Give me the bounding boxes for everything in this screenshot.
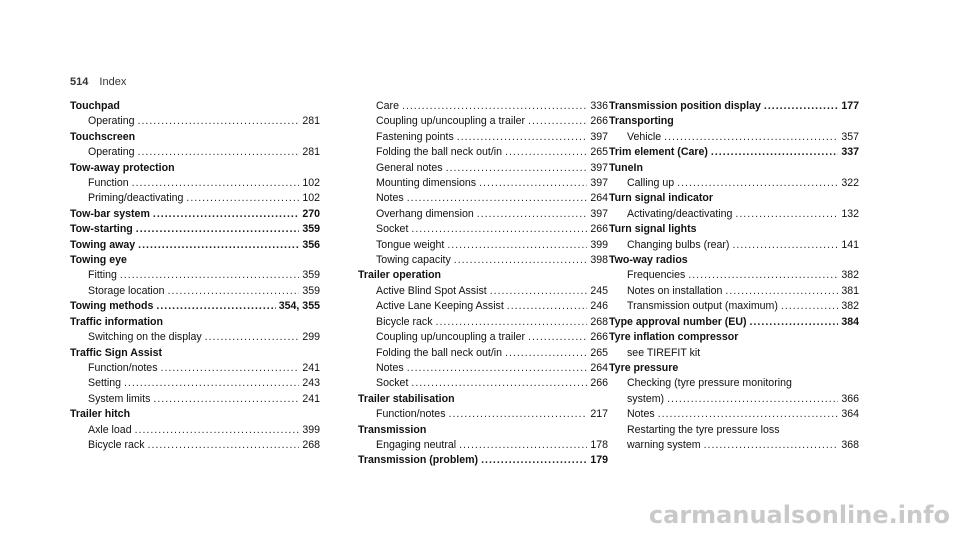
entry-text: Tyre inflation compressor: [609, 331, 739, 344]
index-subentry: [358, 114, 608, 129]
index-subentry: [609, 423, 859, 438]
entry-text: Transporting: [609, 115, 674, 128]
dot-leader: [153, 392, 299, 407]
page-reference: 179: [590, 454, 608, 467]
page-reference: 397: [590, 177, 608, 190]
page-reference: 336: [590, 100, 608, 112]
entry-text: Towing methods: [70, 300, 154, 313]
index-subentry: [70, 392, 320, 407]
entry-text: Axle load: [88, 423, 132, 436]
page-title: Index: [99, 76, 127, 88]
entry-text: Care: [376, 100, 399, 112]
dot-leader: [138, 145, 300, 160]
index-heading: [609, 114, 859, 129]
entry-text: Notes: [376, 192, 404, 205]
page-reference: 381: [841, 284, 859, 297]
index-heading: [609, 99, 859, 114]
entry-text: Trailer hitch: [70, 408, 131, 421]
dot-leader: [156, 299, 275, 314]
dot-leader: [124, 376, 299, 391]
index-subentry: [609, 299, 859, 314]
index-heading: [609, 315, 859, 330]
index-subentry: [358, 376, 608, 391]
entry-text: Turn signal indicator: [609, 192, 713, 205]
index-heading: [70, 407, 320, 422]
page-reference: 266: [590, 331, 608, 344]
dot-leader: [667, 392, 838, 407]
entry-text: Notes: [627, 408, 655, 421]
entry-text: Type approval number (EU): [609, 315, 747, 328]
entry-text: warning system: [627, 438, 701, 451]
entry-text: Engaging neutral: [376, 438, 457, 451]
index-subentry: [358, 346, 608, 361]
index-heading: [70, 222, 320, 237]
page-reference: 266: [590, 377, 608, 390]
dot-leader: [449, 407, 588, 422]
entry-text: Two-way radios: [609, 254, 688, 267]
index-subentry: [358, 176, 608, 191]
index-subentry: [70, 376, 320, 391]
page-reference: 368: [841, 438, 859, 451]
dot-leader: [153, 207, 299, 222]
entry-text: Storage location: [88, 284, 165, 297]
entry-text: Transmission position display: [609, 100, 761, 112]
index-subentry: [609, 176, 859, 191]
index-heading: [358, 268, 608, 283]
dot-leader: [658, 407, 839, 422]
page-reference: 177: [841, 100, 859, 112]
index-subentry: [358, 145, 608, 160]
entry-text: Function/notes: [376, 408, 446, 421]
dot-leader: [205, 330, 300, 345]
index-subentry: [358, 222, 608, 237]
index-subentry: [358, 284, 608, 299]
index-heading: [609, 145, 859, 160]
index-subentry: [70, 114, 320, 129]
index-subentry: [70, 438, 320, 453]
index-heading: [609, 253, 859, 268]
index-heading: [609, 330, 859, 345]
dot-leader: [528, 114, 587, 129]
entry-text: General notes: [376, 161, 443, 174]
dot-leader: [120, 268, 299, 283]
entry-text: Tow-starting: [70, 223, 133, 236]
index-subentry: [358, 207, 608, 222]
entry-text: TuneIn: [609, 161, 643, 174]
dot-leader: [138, 114, 300, 129]
index-subentry: [70, 361, 320, 376]
page-reference: 399: [302, 423, 320, 436]
dot-leader: [436, 315, 588, 330]
index-subentry: [609, 207, 859, 222]
dot-leader: [677, 176, 838, 191]
entry-text: Transmission (problem): [358, 454, 479, 467]
index-subentry: [358, 361, 608, 376]
entry-text: Vehicle: [627, 130, 662, 143]
dot-leader: [732, 238, 838, 253]
dot-leader: [411, 376, 587, 391]
entry-text: Tongue weight: [376, 238, 445, 251]
page-reference: 264: [590, 361, 608, 374]
entry-text: Active Lane Keeping Assist: [376, 300, 504, 313]
page-reference: 265: [590, 346, 608, 359]
page-reference: 178: [590, 438, 608, 451]
index-subentry: [70, 330, 320, 345]
dot-leader: [764, 99, 838, 114]
entry-text: Switching on the display: [88, 331, 202, 344]
index-heading: [358, 392, 608, 407]
dot-leader: [161, 361, 300, 376]
dot-leader: [781, 299, 838, 314]
page-reference: 243: [302, 377, 320, 390]
dot-leader: [135, 423, 300, 438]
index-heading: [358, 453, 608, 468]
entry-text: Mounting dimensions: [376, 177, 477, 190]
index-heading: [609, 161, 859, 176]
entry-text: Fastening points: [376, 130, 454, 143]
index-subentry: [358, 191, 608, 206]
dot-leader: [407, 191, 588, 206]
dot-leader: [704, 438, 839, 453]
index-heading: [70, 161, 320, 176]
page-reference: 102: [302, 177, 320, 190]
dot-leader: [750, 315, 839, 330]
entry-text: Fitting: [88, 269, 117, 282]
entry-text: Notes: [376, 361, 404, 374]
page-reference: 266: [590, 115, 608, 128]
dot-leader: [528, 330, 587, 345]
dot-leader: [411, 222, 587, 237]
page-reference: 384: [841, 315, 859, 328]
page-reference: 268: [302, 438, 320, 451]
dot-leader: [446, 161, 588, 176]
index-heading: [70, 99, 320, 114]
dot-leader: [477, 207, 588, 222]
page-number: 514: [70, 76, 89, 88]
index-heading: [70, 253, 320, 268]
entry-text: Bicycle rack: [88, 438, 145, 451]
page-reference: 322: [841, 177, 859, 190]
entry-text: Calling up: [627, 177, 675, 190]
entry-text: Changing bulbs (rear): [627, 238, 730, 251]
dot-leader: [479, 176, 587, 191]
entry-text: Folding the ball neck out/in: [376, 346, 503, 359]
dot-leader: [138, 238, 299, 253]
index-heading: [70, 346, 320, 361]
page-reference: 266: [590, 223, 608, 236]
index-subentry: [609, 438, 859, 453]
index-heading: [358, 423, 608, 438]
dot-leader: [132, 176, 300, 191]
entry-text: Turn signal lights: [609, 223, 697, 236]
index-heading: [70, 130, 320, 145]
entry-text: Towing capacity: [376, 254, 451, 267]
entry-text: Trailer operation: [358, 269, 442, 282]
page-reference: 281: [302, 146, 320, 159]
dot-leader: [711, 145, 838, 160]
dot-leader: [490, 284, 588, 299]
index-subentry: [358, 407, 608, 422]
entry-text: Traffic information: [70, 315, 163, 328]
entry-text: Notes on installation: [627, 284, 723, 297]
index-subentry: [70, 284, 320, 299]
index-heading: [609, 191, 859, 206]
page-reference: 364: [841, 408, 859, 421]
entry-text: Priming/deactivating: [88, 192, 184, 205]
dot-leader: [454, 253, 588, 268]
dot-leader: [725, 284, 838, 299]
entry-text: Tow-away protection: [70, 161, 175, 174]
page-reference: 217: [590, 408, 608, 421]
page-reference: 299: [302, 331, 320, 344]
entry-text: Overhang dimension: [376, 207, 474, 220]
entry-text: Towing eye: [70, 254, 127, 267]
entry-text: Touchpad: [70, 100, 120, 112]
entry-text: Checking (tyre pressure monitoring: [627, 377, 792, 390]
index-heading: [70, 315, 320, 330]
dot-leader: [507, 299, 588, 314]
entry-text: Frequencies: [627, 269, 686, 282]
entry-text: Towing away: [70, 238, 136, 251]
page-reference: 359: [302, 284, 320, 297]
page-reference: 141: [841, 238, 859, 251]
dot-leader: [457, 130, 588, 145]
entry-text: Function/notes: [88, 361, 158, 374]
page-reference: 397: [590, 130, 608, 143]
dot-leader: [148, 438, 300, 453]
index-subentry: [609, 238, 859, 253]
dot-leader: [505, 145, 587, 160]
dot-leader: [168, 284, 300, 299]
page-reference: 265: [590, 146, 608, 159]
page-reference: 356: [302, 238, 320, 251]
entry-text: Traffic Sign Assist: [70, 346, 163, 359]
dot-leader: [407, 361, 588, 376]
entry-text: Activating/deactivating: [627, 207, 733, 220]
entry-text: Trim element (Care): [609, 146, 708, 159]
entry-text: Socket: [376, 223, 409, 236]
index-subentry: [609, 407, 859, 422]
dot-leader: [186, 191, 299, 206]
dot-leader: [664, 130, 838, 145]
index-subentry: [358, 161, 608, 176]
page-reference: 268: [590, 315, 608, 328]
page-reference: 241: [302, 361, 320, 374]
entry-text: Tyre pressure: [609, 361, 679, 374]
index-subentry: [70, 145, 320, 160]
entry-text: Coupling up/uncoupling a trailer: [376, 331, 526, 344]
entry-text: Setting: [88, 377, 121, 390]
page-reference: 397: [590, 161, 608, 174]
entry-text: Restarting the tyre pressure loss: [627, 423, 780, 436]
index-heading: [70, 299, 320, 314]
entry-text: Socket: [376, 377, 409, 390]
index-column-2: [358, 99, 608, 469]
page-reference: 354, 355: [278, 300, 320, 313]
index-subentry: [358, 438, 608, 453]
entry-text: Operating: [88, 146, 135, 159]
index-heading: [70, 238, 320, 253]
entry-text: Folding the ball neck out/in: [376, 146, 503, 159]
index-subentry: [358, 238, 608, 253]
entry-text: Transmission: [358, 423, 427, 436]
dot-leader: [136, 222, 300, 237]
index-subentry: [609, 268, 859, 283]
index-heading: [609, 361, 859, 376]
entry-text: Touchscreen: [70, 130, 136, 143]
page-reference: 398: [590, 254, 608, 267]
entry-text: Function: [88, 177, 129, 190]
entry-text: see TIREFIT kit: [627, 346, 701, 359]
page-reference: 132: [841, 207, 859, 220]
index-heading: [70, 207, 320, 222]
dot-leader: [481, 453, 587, 468]
page-reference: 241: [302, 392, 320, 405]
page-reference: 264: [590, 192, 608, 205]
dot-leader: [735, 207, 838, 222]
page-reference: 102: [302, 192, 320, 205]
page-reference: 397: [590, 207, 608, 220]
page-reference: 366: [841, 392, 859, 405]
dot-leader: [402, 99, 587, 114]
page-reference: 281: [302, 115, 320, 128]
entry-text: System limits: [88, 392, 151, 405]
index-subentry: [609, 284, 859, 299]
page-reference: 246: [590, 300, 608, 313]
index-subentry: [358, 315, 608, 330]
page-reference: 357: [841, 130, 859, 143]
index-subentry: [609, 376, 859, 391]
page-reference: 382: [841, 300, 859, 313]
index-column-1: [70, 99, 320, 453]
index-subentry: [609, 392, 859, 407]
entry-text: Coupling up/uncoupling a trailer: [376, 115, 526, 128]
entry-text: Transmission output (maximum): [627, 300, 778, 313]
index-column-3: [609, 99, 859, 453]
index-subentry: [70, 191, 320, 206]
page-reference: 245: [590, 284, 608, 297]
page-reference: 359: [302, 269, 320, 282]
page-header: [70, 76, 126, 88]
page-reference: 359: [302, 223, 320, 236]
index-subentry: [609, 130, 859, 145]
entry-text: system): [627, 392, 665, 405]
index-subentry: [609, 346, 859, 361]
index-subentry: [358, 330, 608, 345]
entry-text: Active Blind Spot Assist: [376, 284, 487, 297]
dot-leader: [447, 238, 587, 253]
dot-leader: [459, 438, 587, 453]
entry-text: Operating: [88, 115, 135, 128]
index-subentry: [70, 268, 320, 283]
index-subentry: [358, 299, 608, 314]
index-subentry: [358, 99, 608, 114]
index-subentry: [70, 176, 320, 191]
entry-text: Tow-bar system: [70, 207, 150, 220]
page-reference: 337: [841, 146, 859, 159]
entry-text: Bicycle rack: [376, 315, 433, 328]
index-heading: [609, 222, 859, 237]
dot-leader: [505, 346, 587, 361]
watermark: carmanualsonline.info: [648, 501, 950, 529]
page-reference: 270: [302, 207, 320, 220]
page-reference: 399: [590, 238, 608, 251]
page-reference: 382: [841, 269, 859, 282]
entry-text: Trailer stabilisation: [358, 392, 455, 405]
index-subentry: [358, 253, 608, 268]
dot-leader: [688, 268, 838, 283]
index-subentry: [358, 130, 608, 145]
index-subentry: [70, 423, 320, 438]
